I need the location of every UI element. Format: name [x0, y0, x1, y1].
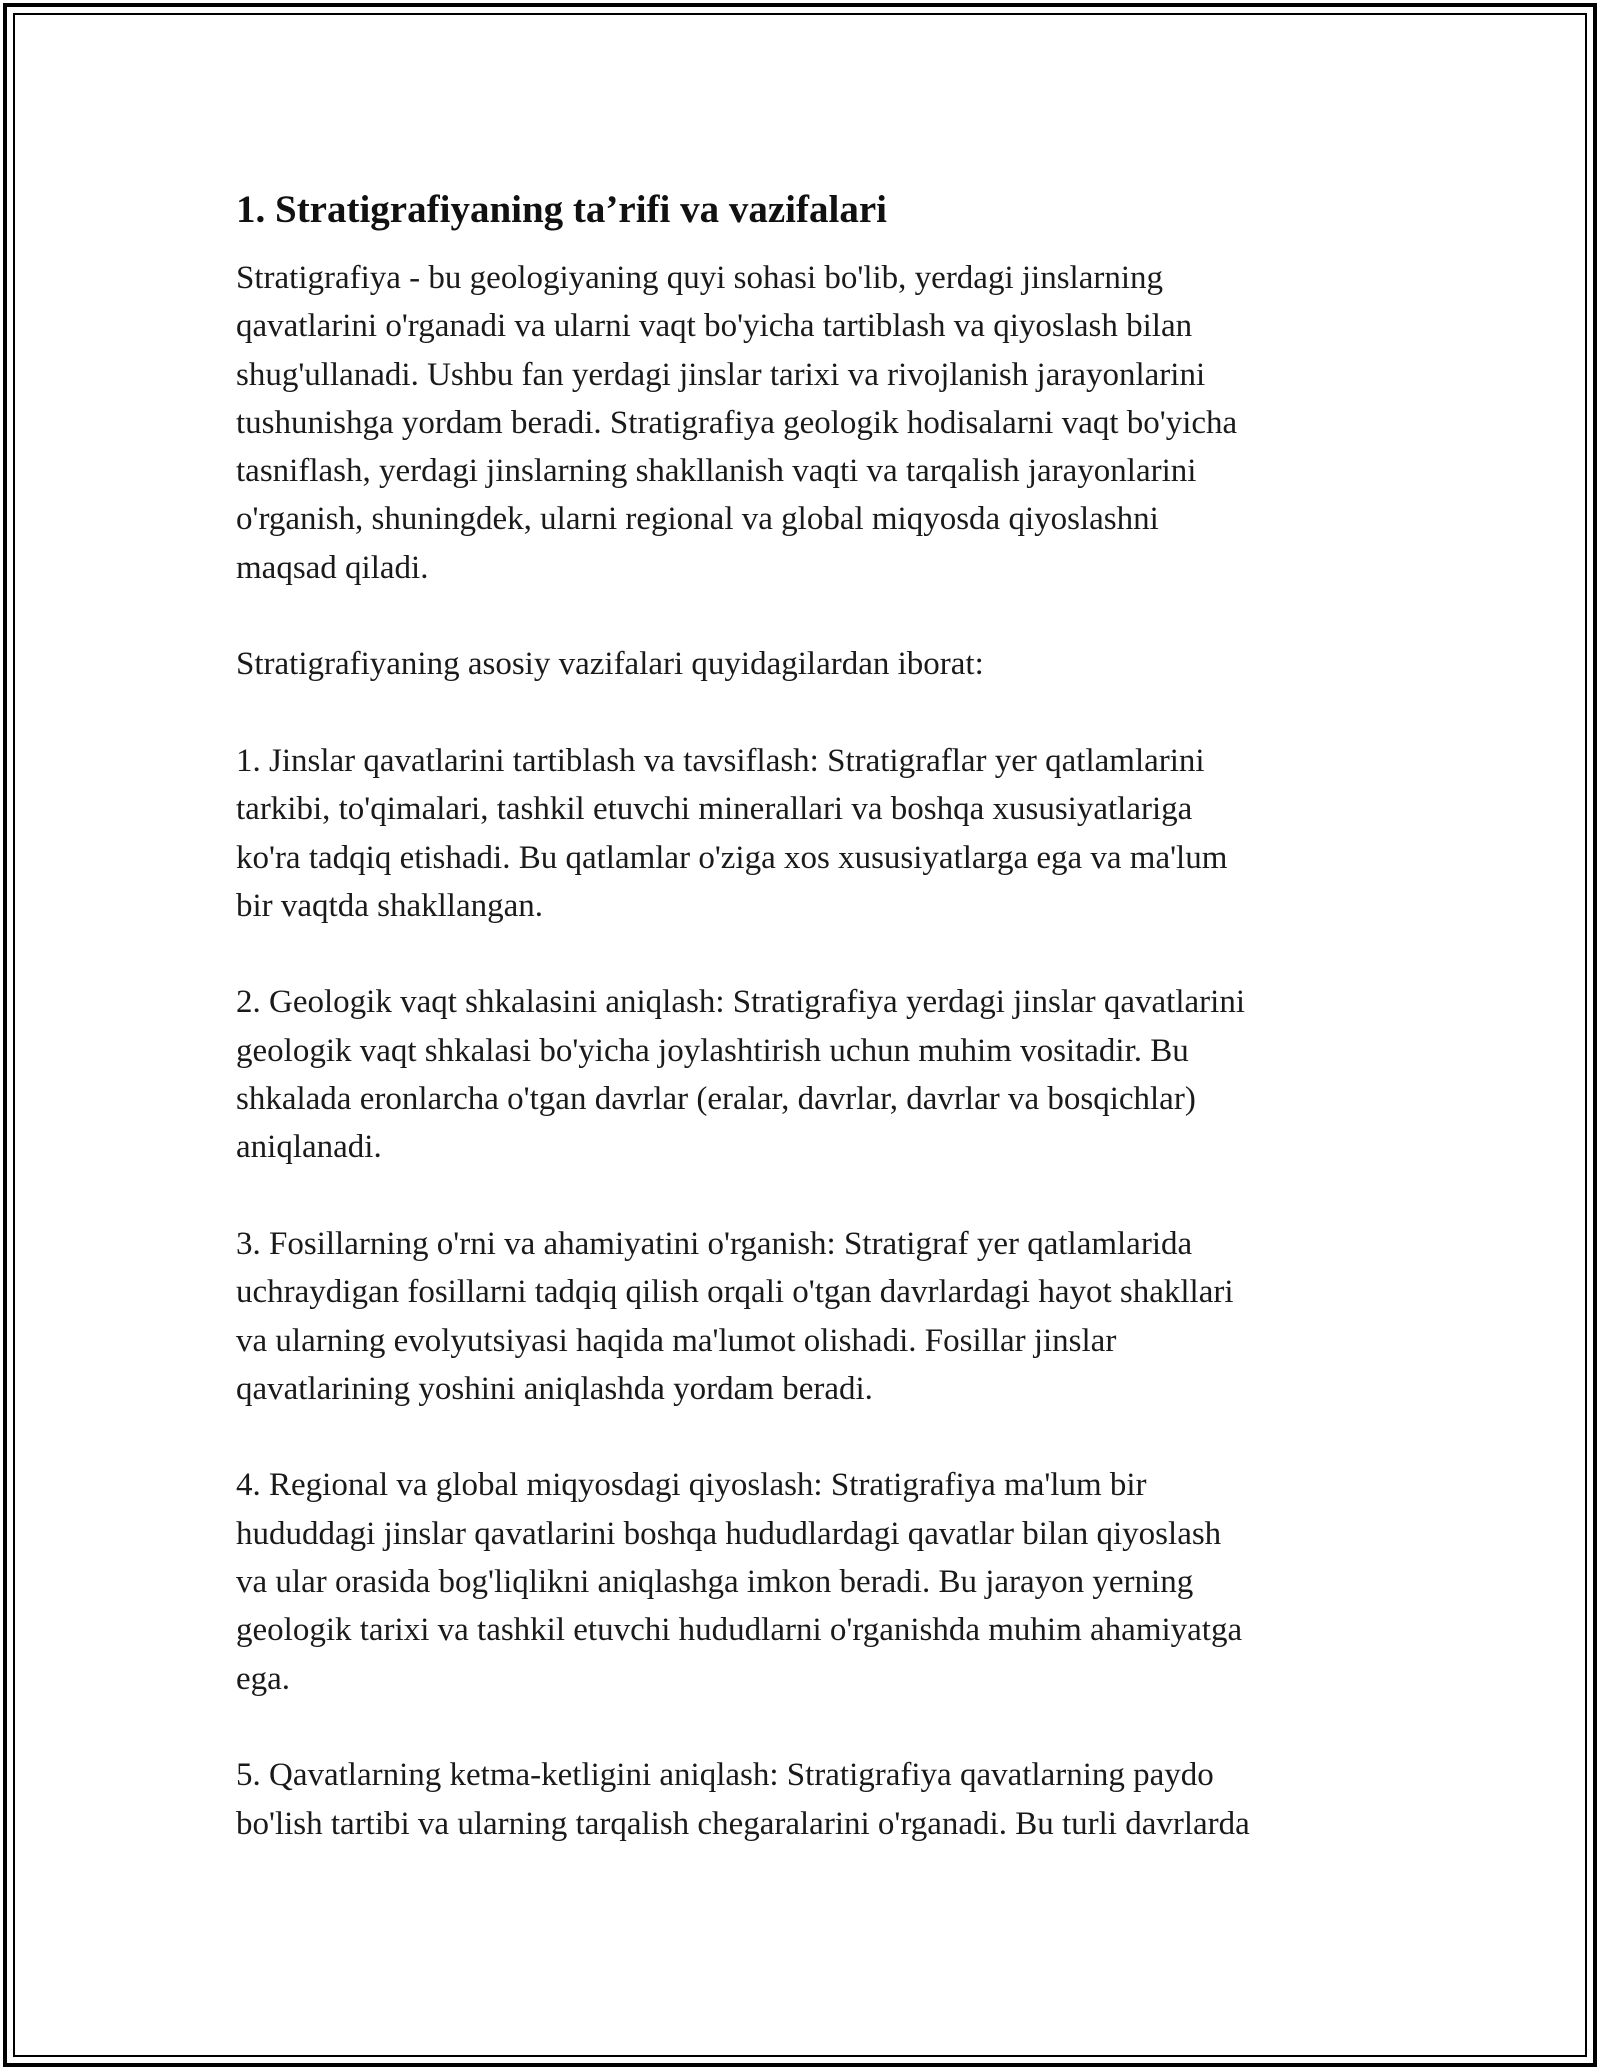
text-line: 2. Geologik vaqt shkalasini aniqlash: Stratigrafiya yerdagi jinslar qavatlarini — [236, 984, 1245, 1021]
text-line: 4. Regional va global miqyosdagi qiyoslash: Stratigrafiya ma'lum bir — [236, 1467, 1147, 1504]
text-line: shug'ullanadi. Ushbu fan yerdagi jinslar tarixi va rivojlanish jarayonlarini — [236, 356, 1206, 393]
document-body — [236, 186, 1386, 1896]
page-title: 1. Stratigrafiyaning ta’rifi va vazifalari — [236, 188, 887, 231]
paragraph-definition — [236, 254, 1386, 592]
list-item-4 — [236, 1461, 1386, 1702]
text-line: 1. Jinslar qavatlarini tartiblash va tavsiflash: Stratigraflar yer qatlamlarini — [236, 742, 1205, 779]
text-line: 5. Qavatlarning ketma-ketligini aniqlash: Stratigrafiya qavatlarning paydo — [236, 1757, 1214, 1794]
text-line: 3. Fosillarning o'rni va ahamiyatini o'rganish: Stratigraf yer qatlamlarida — [236, 1225, 1193, 1262]
text-line: tasniflash, yerdagi jinslarning shakllanish vaqti va tarqalish jarayonlarini — [236, 453, 1197, 490]
text-line: maqsad qiladi. — [236, 549, 429, 586]
text-line: o'rganish, shuningdek, ularni regional va global miqyosda qiyoslashni — [236, 501, 1159, 538]
text-line: tushunishga yordam beradi. Stratigrafiya geologik hodisalarni vaqt bo'yicha — [236, 404, 1238, 441]
text-line: aniqlanadi. — [236, 1129, 382, 1166]
text-line: ko'ra tadqiq etishadi. Bu qatlamlar o'ziga xos xususiyatlarga ega va ma'lum — [236, 839, 1228, 876]
text-line: uchraydigan fosillarni tadqiq qilish orqali o'tgan davrlardagi hayot shakllari — [236, 1274, 1234, 1311]
text-line: qavatlarini o'rganadi va ularni vaqt bo'yicha tartiblash va qiyoslash bilan — [236, 308, 1193, 345]
list-item-3 — [236, 1220, 1386, 1413]
text-line: va ular orasida bog'liqlikni aniqlashga imkon beradi. Bu jarayon yerning — [236, 1564, 1194, 1601]
list-item-2 — [236, 978, 1386, 1171]
list-item-5 — [236, 1751, 1386, 1848]
text-line: bir vaqtda shakllangan. — [236, 887, 543, 924]
text-line: shkalada eronlarcha o'tgan davrlar (eralar, davrlar, davrlar va bosqichlar) — [236, 1081, 1196, 1118]
list-item-1 — [236, 737, 1386, 930]
paragraph-tasks-intro — [236, 640, 1386, 688]
text-line: Stratigrafiyaning asosiy vazifalari quyidagilardan iborat: — [236, 646, 984, 683]
text-line: qavatlarining yoshini aniqlashda yordam beradi. — [236, 1370, 873, 1407]
text-line: geologik tarixi va tashkil etuvchi hududlarni o'rganishda muhim ahamiyatga — [236, 1612, 1243, 1649]
text-line: geologik vaqt shkalasi bo'yicha joylashtirish uchun muhim vositadir. Bu — [236, 1032, 1189, 1069]
text-line: tarkibi, to'qimalari, tashkil etuvchi minerallari va boshqa xususiyatlariga — [236, 791, 1193, 828]
text-line: hududdagi jinslar qavatlarini boshqa hududlardagi qavatlar bilan qiyoslash — [236, 1515, 1222, 1552]
text-line: bo'lish tartibi va ularning tarqalish chegaralarini o'rganadi. Bu turli davrlarda — [236, 1805, 1250, 1842]
text-line: va ularning evolyutsiyasi haqida ma'lumot olishadi. Fosillar jinslar — [236, 1322, 1117, 1359]
text-line: Stratigrafiya - bu geologiyaning quyi sohasi bo'lib, yerdagi jinslarning — [236, 260, 1164, 296]
text-line: ega. — [236, 1660, 291, 1697]
